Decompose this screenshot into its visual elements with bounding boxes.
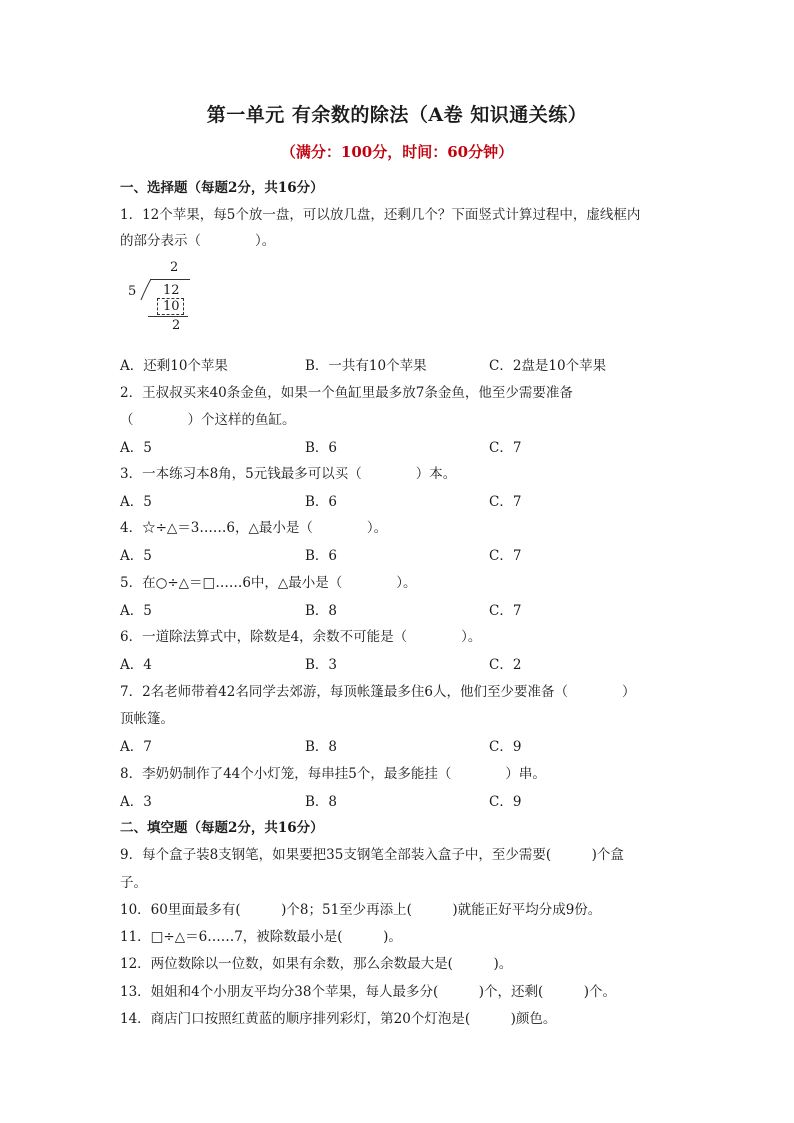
division-product: 10 (163, 299, 180, 314)
question-6-option-c: C．2 (489, 657, 522, 673)
question-7-line-2: 顶帐篷。 (120, 711, 174, 727)
question-3-option-c: C．7 (489, 494, 522, 510)
question-4-option-b: B．6 (305, 548, 338, 564)
question-7-option-c: C．9 (489, 739, 522, 755)
question-1-option-a: A．还剩10个苹果 (120, 358, 228, 374)
question-8-option-c: C．9 (489, 794, 522, 810)
question-5-option-a: A．5 (120, 603, 152, 619)
question-3-option-a: A．5 (120, 494, 152, 510)
question-7-option-a: A．7 (120, 739, 152, 755)
question-5-option-b: B．8 (305, 603, 338, 619)
question-6-option-b: B．3 (305, 657, 338, 673)
question-4-option-c: C．7 (489, 548, 522, 564)
question-14: 14．商店门口按照红黄蓝的顺序排列彩灯，第20个灯泡是( )颜色。 (120, 1011, 557, 1027)
question-8-option-a: A．3 (120, 794, 152, 810)
question-5-line-1: 5．在○÷△＝□……6中，△最小是（ ）。 (120, 575, 417, 591)
question-8-line-1: 8．李奶奶制作了44个小灯笼，每串挂5个，最多能挂（ ）串。 (120, 766, 546, 782)
question-7-line-1: 7．2名老师带着42名同学去郊游，每顶帐篷最多住6人，他们至少要准备（ ） (120, 684, 636, 700)
page-title: 第一单元 有余数的除法（A卷 知识通关练） (206, 104, 588, 126)
question-7-option-b: B．8 (305, 739, 338, 755)
question-9-line-2: 子。 (120, 875, 147, 891)
division-remainder: 2 (172, 318, 181, 333)
question-3-option-b: B．6 (305, 494, 338, 510)
division-quotient: 2 (170, 260, 179, 275)
question-2-option-c: C．7 (489, 440, 522, 456)
section-heading-choice: 一、选择题（每题2分，共16分） (120, 180, 324, 196)
question-6-line-1: 6．一道除法算式中，除数是4，余数不可能是（ ）。 (120, 629, 482, 645)
question-11: 11．□÷△＝6……7，被除数最小是( )。 (120, 929, 402, 945)
division-divisor: 5 (128, 284, 137, 299)
question-9-line-1: 9．每个盒子装8支钢笔，如果要把35支钢笔全部装入盒子中，至少需要( )个盒 (120, 847, 624, 863)
question-1-line-1: 1．12个苹果，每5个放一盘，可以放几盘，还剩几个？下面竖式计算过程中，虚线框内 (120, 207, 641, 223)
division-subtract-line (148, 316, 188, 317)
question-5-option-c: C．7 (489, 603, 522, 619)
question-8-option-b: B．8 (305, 794, 338, 810)
question-2-option-a: A．5 (120, 440, 152, 456)
division-bracket (140, 278, 154, 302)
section-heading-fill: 二、填空题（每题2分，共16分） (120, 820, 324, 836)
question-10: 10．60里面最多有( )个8；51至少再添上( )就能正好平均分成9份。 (120, 902, 602, 918)
question-1-option-b: B．一共有10个苹果 (305, 358, 427, 374)
question-4-line-1: 4．☆÷△＝3……6，△最小是（ ）。 (120, 520, 388, 536)
question-1-line-2: 的部分表示（ ）。 (120, 233, 276, 249)
division-dividend: 12 (163, 283, 180, 298)
question-2-line-1: 2．王叔叔买来40条金鱼，如果一个鱼缸里最多放7条金鱼，他至少需要准备 (120, 385, 573, 401)
question-4-option-a: A．5 (120, 548, 152, 564)
question-13: 13．姐姐和4个小朋友平均分38个苹果，每人最多分( )个，还剩( )个。 (120, 984, 617, 1000)
page-subtitle: （满分：100分，时间：60分钟） (280, 143, 514, 161)
question-2-line-2: （ ）个这样的鱼缸。 (120, 412, 296, 428)
question-1-option-c: C．2盘是10个苹果 (489, 358, 607, 374)
question-6-option-a: A．4 (120, 657, 152, 673)
question-3-line-1: 3．一本练习本8角，5元钱最多可以买（ ）本。 (120, 466, 457, 482)
question-12: 12．两位数除以一位数，如果有余数，那么余数最大是( )。 (120, 956, 513, 972)
division-bar (150, 279, 190, 280)
question-2-option-b: B．6 (305, 440, 338, 456)
